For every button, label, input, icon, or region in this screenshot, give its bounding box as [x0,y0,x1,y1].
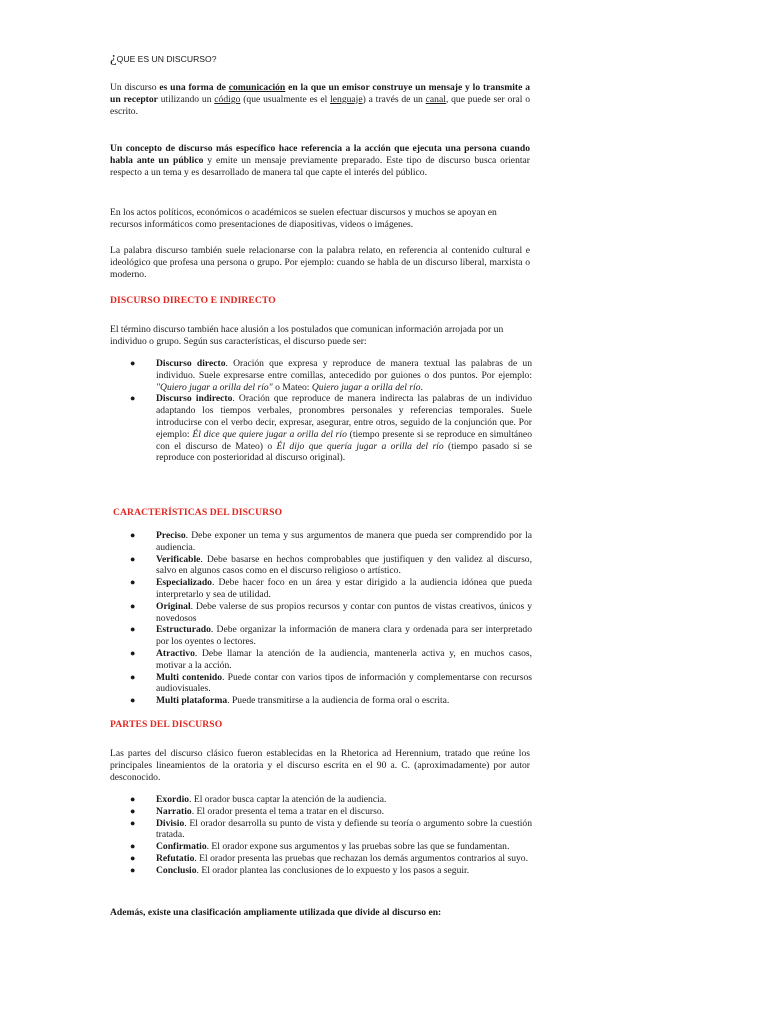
item-text: (tiempo pasado si se reproduce con posterioridad al discurso original). [156,440,532,464]
item-text: . Oración que expresa y reproduce de manera textual las palabras de un individuo. Suele expresarse entre comillas, antecedido por guiones o dos puntos. Por ejemplo: [156,358,532,381]
item-text: . Debe llamar la atención de la audiencia, mantenerla activa y, en muchos casos, motivar a la acción. [156,647,532,671]
bullet-icon: ● [130,817,136,828]
list-item [130,554,532,578]
term: Divisio [156,817,185,829]
paragraph-classification: Además, existe una clasificación ampliamente utilizada que divide al discurso en: [110,907,442,918]
term: Narratio [156,805,192,817]
item-text: . El orador presenta las pruebas que rechazan los demás argumentos contrarios al suyo. [194,852,529,864]
link-lenguaje[interactable]: lenguaje [330,93,363,105]
bullet-icon: ● [130,600,136,611]
link-comunicacion[interactable]: comunicación [228,82,286,93]
bullet-icon: ● [130,695,136,706]
p1-text-i: ) a través de un [362,93,426,105]
term-directo: Discurso directo [156,358,226,369]
item-text: . Debe exponer un tema y sus argumentos de manera que pueda ser comprendido por la audiencia. [156,530,532,553]
term: Multi contenido [156,671,223,683]
term-indirecto: Discurso indirecto [156,393,233,405]
item-text: . El orador desarrolla su punto de vista y defiende su teoría o argumento sobre la cuestión tratada. [156,817,532,841]
link-canal[interactable]: canal [425,93,446,105]
example-italic: Él dice que quiere jugar a orilla del río [192,428,347,440]
p1-text-e: utilizando un [157,93,215,105]
title-text: QUE ES UN DISCURSO? [116,54,217,64]
list-item [130,865,532,877]
paragraph-partes-intro: Las partes del discurso clásico fueron establecidas en la Rhetorica ad Herennium, tratado que reúne los principales lineamientos de la oratoria y el discurso escrita en el 90 a. C. (aproximadamente) por autor desconocido. [110,748,530,783]
term: Multi plataforma [156,695,228,707]
list-item [130,841,532,853]
item-text: . Debe organizar la información de manera clara y ordenada para ser interpretado por los oyentes o lectores. [156,624,532,648]
item-text: . El orador busca captar la atención de la audiencia. [189,794,387,805]
bullet-icon: ● [130,864,136,875]
list-item [130,577,532,601]
p1-text-a: Un discurso [110,82,160,93]
list-item [130,818,532,842]
list-item [130,853,532,865]
example-italic: Quiero jugar a orilla del río [311,381,421,393]
bullet-icon: ● [130,841,136,852]
item-text: . [420,381,423,393]
term: Conclusio [156,864,197,876]
heading-caracteristicas: CARACTERÍSTICAS DEL DISCURSO [113,507,283,518]
p1-text-k: , que puede ser oral o escrito. [110,93,530,117]
term: Preciso [156,530,186,541]
example-italic: Él dijo que quería jugar a orilla del río [276,440,444,452]
bullet-icon: ● [130,805,136,816]
bullet-icon: ● [130,794,136,804]
page-title [110,50,216,67]
item-text: . Debe valerse de sus propios recursos y contar con puntos de vistas creativos, únicos y novedosos [156,600,532,624]
list-item [130,794,532,806]
term: Atractivo [156,647,195,659]
link-codigo[interactable]: código [214,93,241,105]
list-item [130,358,532,393]
list-item [130,393,532,464]
paragraph-concept [110,143,530,178]
bullet-icon: ● [130,671,136,682]
term: Exordio [156,794,190,805]
p2-text: y emite un mensaje previamente preparado. Este tipo de discurso busca orientar respecto a un tema y es desarrollado de manera tal que capte el interés del público. [110,154,530,178]
title-question-mark: ¿ [110,50,117,66]
item-text: o Mateo: [272,381,312,393]
item-text: . Debe hacer foco en un área y estar dirigido a la audiencia idónea que pueda interpretarlo y sea de utilidad. [156,577,532,600]
bullet-icon: ● [130,624,136,635]
list-item [130,530,532,554]
term: Verificable [156,553,201,565]
term: Confirmatio [156,841,207,853]
bullet-icon: ● [130,577,136,588]
bullet-icon: ● [130,647,136,658]
paragraph-definition [110,82,530,117]
list-item [130,806,532,818]
item-text: . Puede transmitirse a la audiencia de forma oral o escrita. [227,695,450,707]
list-item [130,601,532,625]
bullet-icon: ● [130,393,136,404]
bullet-icon: ● [130,530,136,540]
bullet-icon: ● [130,553,136,564]
heading-directo-indirecto: DISCURSO DIRECTO E INDIRECTO [110,295,276,306]
item-text: . Puede contar con varios tipos de información y complementarse con recursos audiovisuales. [156,671,533,695]
list-discourse-types [130,358,532,464]
list-item [130,648,532,672]
term: Estructurado [156,624,211,636]
list-item [130,672,532,696]
paragraph-relato: La palabra discurso también suele relacionarse con la palabra relato, en referencia al contenido cultural e ideológico que profesa una persona o grupo. Por ejemplo: cuando se habla de un discurso liberal, marxista o moderno. [110,245,530,280]
item-text: (tiempo presente si se reproduce en simultáneo con el discurso de Mateo) o [156,428,532,452]
paragraph-term-intro: El término discurso también hace alusión a los postulados que comunican información arrojada por un individuo o grupo. Según sus características, el discurso puede ser: [110,324,504,347]
item-text: . El orador plantea las conclusiones de lo expuesto y los pasos a seguir. [196,864,470,876]
list-item [130,624,532,648]
item-text: . El orador presenta el tema a tratar en el discurso. [191,805,385,817]
bullet-icon: ● [130,852,136,863]
p1-bold-b: es una forma de [159,82,229,93]
item-text: . Oración que reproduce de manera indirecta las palabras de un individuo adaptando los tiempos verbales, pronombres personales y referencias temporales. Suele introducirse con el verbo decir, expresar, asegurar, entre otros, seguido de la conjunción que. Por ejemplo: [156,393,532,440]
heading-partes: PARTES DEL DISCURSO [110,719,223,730]
example-italic: "Quiero jugar a orilla del río" [156,381,273,393]
paragraph-political-acts: En los actos políticos, económicos o académicos se suelen efectuar discursos y muchos se apoyan en recursos informáticos como presentaciones de diapositivas, videos o imágenes. [110,207,497,230]
term: Refutatio [156,852,195,864]
list-characteristics [130,530,532,707]
p2-bold: Un concepto de discurso más específico hace referencia a la acción que ejecuta una persona cuando habla ante un público [110,143,530,166]
item-text: . El orador expone sus argumentos y las pruebas sobre las que se fundamentan. [206,841,510,853]
item-text: . Debe basarse en hechos comprobables que justifiquen y den validez al discurso, salvo en algunos casos como en el discurso religioso o artístico. [156,553,532,577]
term: Especializado [156,577,212,589]
term: Original [156,600,191,612]
list-item [130,695,532,707]
list-parts [130,794,532,877]
p1-bold-d: en la que un emisor construye un mensaje y lo transmite a un receptor [110,82,531,105]
bullet-icon: ● [130,358,136,368]
p1-text-g: (que usualmente es el [240,93,331,105]
